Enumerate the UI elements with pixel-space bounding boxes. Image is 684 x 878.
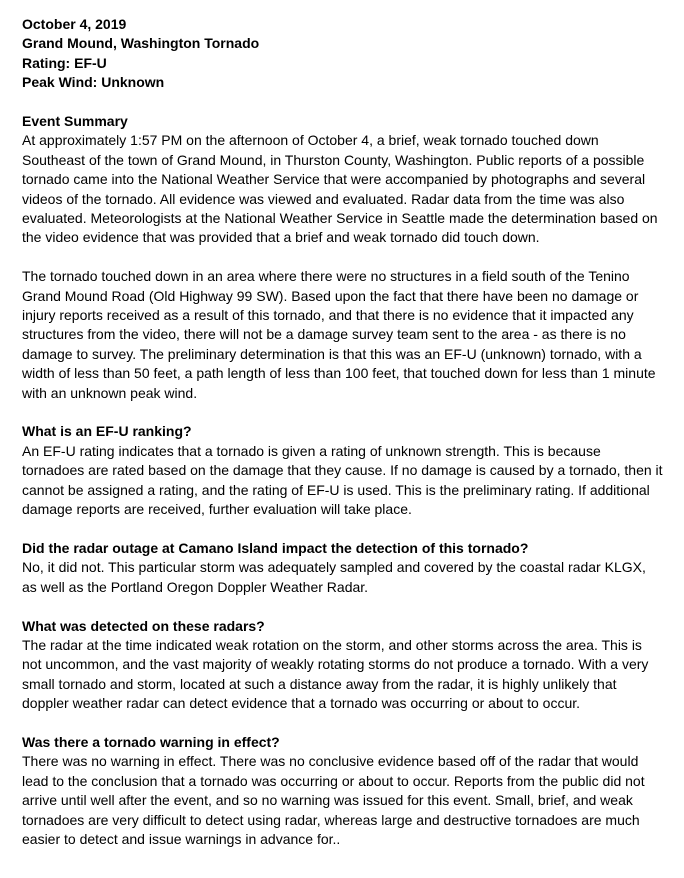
report-peak-wind: Peak Wind: Unknown: [22, 74, 165, 91]
paragraph: The tornado touched down in an area where there were no structures in a field south of the Tenino Grand Mound Road (Old Highway 99 SW). Based upon the fact that there have been no damage or injury reports received as a result of this tornado, and that there is no evidence that it impacted any structures from the video, there will not be a damage survey team sent to the area - as there is no damage to survey. The preliminary determination is that this was an EF-U (unknown) tornado, with a width of less than 50 feet, a path length of less than 100 feet, that touched down for less than 1 minute with an unknown peak wind.: [22, 268, 656, 401]
spacer: [22, 93, 664, 112]
section-tornado-warning: [22, 733, 664, 849]
section-radar-outage: [22, 539, 664, 597]
document-header: [22, 15, 664, 93]
spacer: [22, 248, 664, 267]
spacer: [22, 520, 664, 539]
report-title: Grand Mound, Washington Tornado: [22, 35, 260, 52]
spacer: [22, 597, 664, 616]
section-title: What is an EF-U ranking?: [22, 423, 192, 440]
report-rating: Rating: EF-U: [22, 54, 107, 71]
section-event-summary: [22, 112, 664, 403]
paragraph: An EF-U rating indicates that a tornado is given a rating of unknown strength. This is because tornadoes are rated based on the damage that they cause. If no damage is caused by a tornado, then it cannot be assigned a rating, and the rating of EF-U is used. This is the preliminary rating. If additional damage reports are received, further evaluation will take place.: [22, 442, 663, 518]
section-title: Did the radar outage at Camano Island impact the detection of this tornado?: [22, 539, 529, 556]
section-radar-detection: [22, 617, 664, 714]
section-title: Event Summary: [22, 113, 128, 130]
paragraph: No, it did not. This particular storm was adequately sampled and covered by the coastal radar KLGX, as well as the Portland Oregon Doppler Weather Radar.: [22, 559, 646, 595]
section-title: Was there a tornado warning in effect?: [22, 733, 280, 750]
spacer: [22, 403, 664, 422]
paragraph: There was no warning in effect. There was no conclusive evidence based off of the radar that would lead to the conclusion that a tornado was occurring or about to occur. Reports from the public did not arrive until well after the event, and so no warning was issued for this event. Small, brief, and weak tornadoes are very difficult to detect using radar, whereas large and destructive tornadoes are much easier to detect and issue warnings in advance for..: [22, 753, 645, 847]
paragraph: At approximately 1:57 PM on the afternoon of October 4, a brief, weak tornado touched down Southeast of the town of Grand Mound, in Thurston County, Washington. Public reports of a possible tornado came into the National Weather Service that were accompanied by photographs and several videos of the tornado. All evidence was viewed and evaluated. Radar data from the time was also evaluated. Meteorologists at the National Weather Service in Seattle made the determination based on the video evidence that was provided that a brief and weak tornado did touch down.: [22, 132, 658, 246]
section-title: What was detected on these radars?: [22, 617, 265, 634]
report-date: October 4, 2019: [22, 16, 127, 32]
paragraph: The radar at the time indicated weak rotation on the storm, and other storms across the area. This is not uncommon, and the vast majority of weakly rotating storms do not produce a tornado. With a very small tornado and storm, located at such a distance away from the radar, it is highly unlikely that doppler weather radar can detect evidence that a tornado was occurring or about to occur.: [22, 636, 649, 712]
spacer: [22, 714, 664, 733]
section-ef-u-ranking: [22, 422, 664, 519]
